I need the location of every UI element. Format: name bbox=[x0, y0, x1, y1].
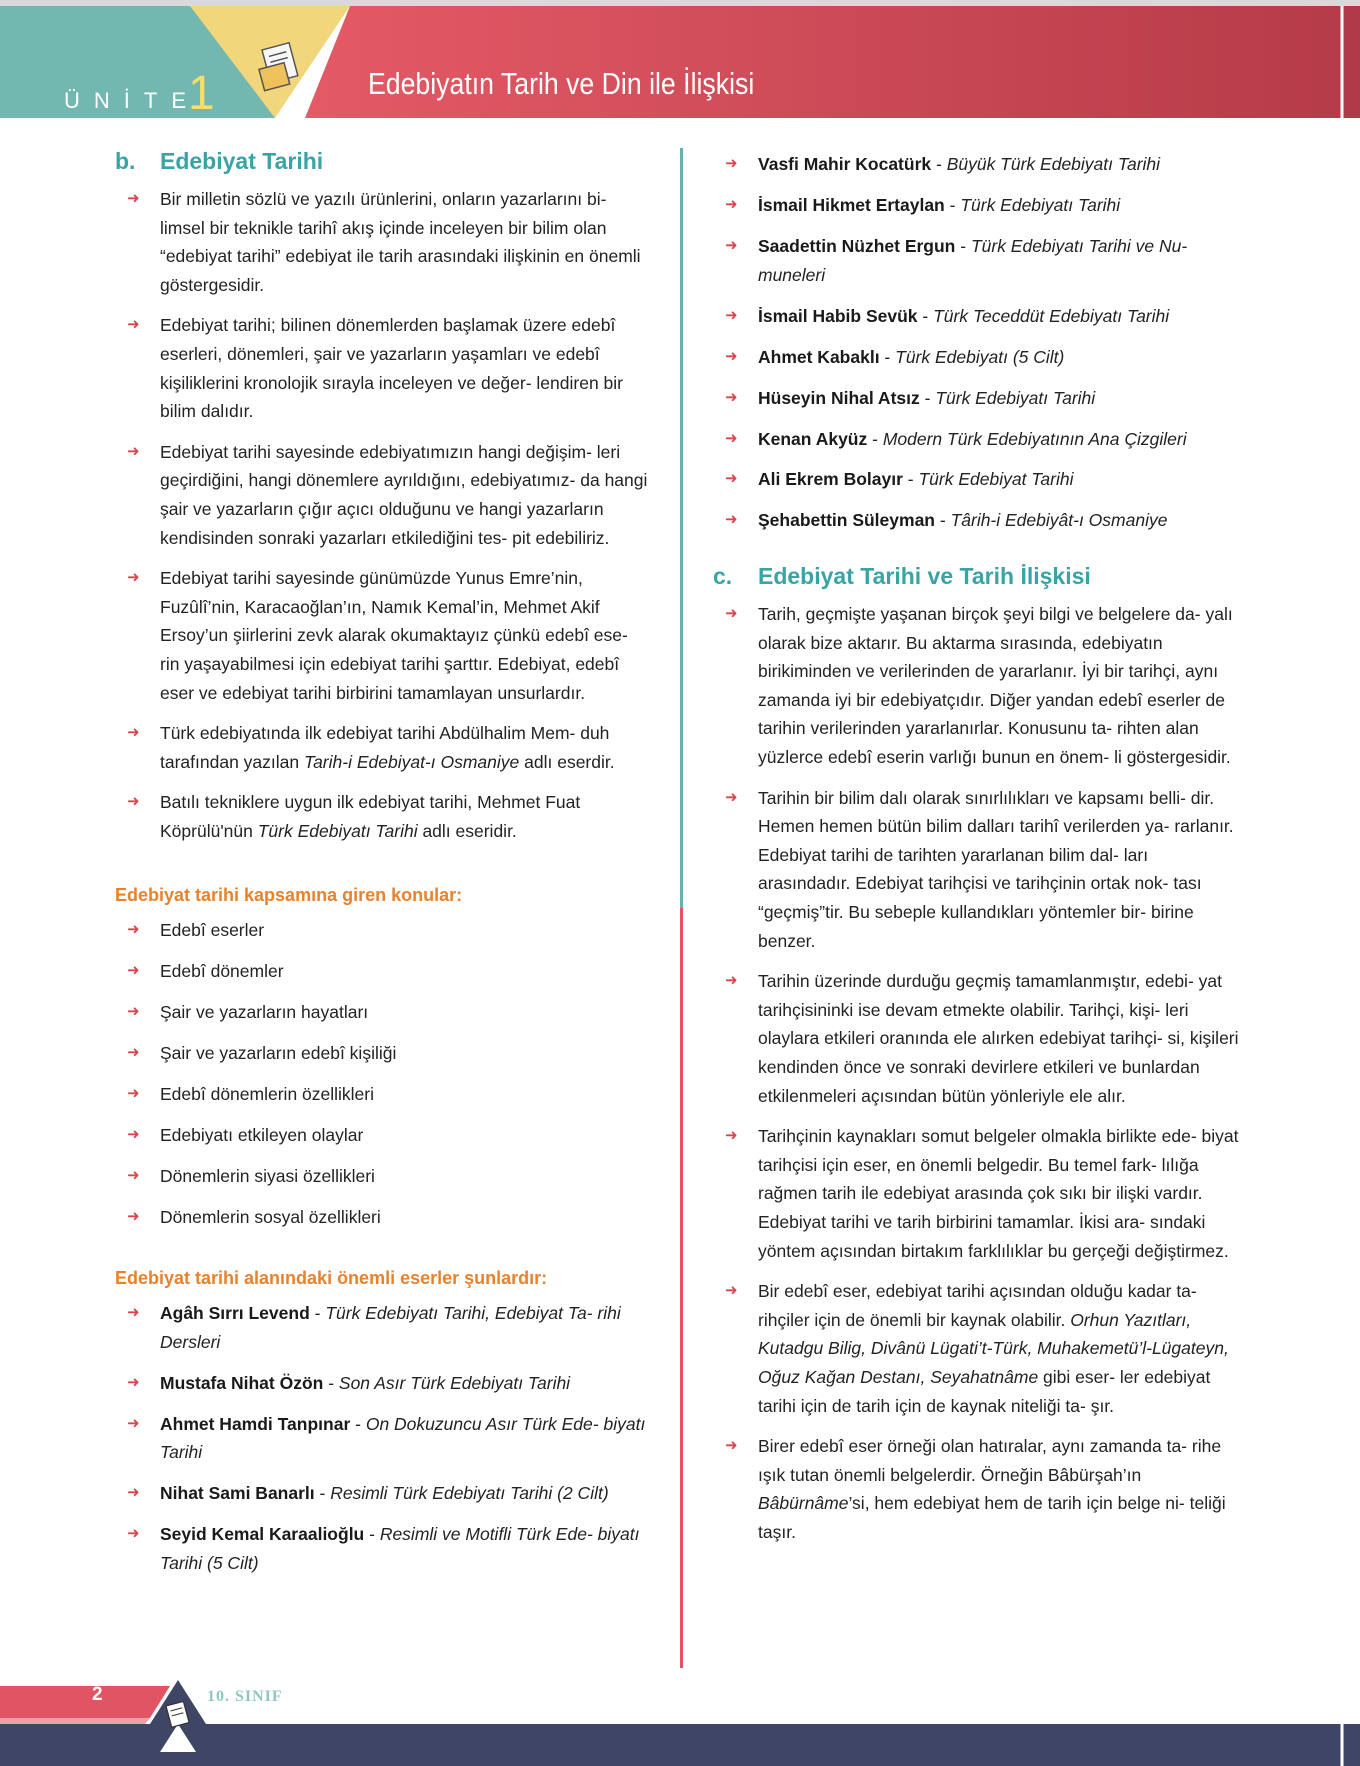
grade-label: 10. SINIF bbox=[207, 1688, 283, 1705]
list-item: ➜ Şair ve yazarların edebî kişiliği bbox=[115, 1039, 650, 1068]
list-item: ➜ Seyid Kemal Karaalioğlu - Resimli ve Motifli Türk Ede- biyatı Tarihi (5 Cilt) bbox=[115, 1520, 650, 1577]
column-divider-red bbox=[680, 908, 683, 1668]
topics-list bbox=[115, 916, 650, 1231]
list-item: ➜ Nihat Sami Banarlı - Resimli Türk Edebiyatı Tarihi (2 Cilt) bbox=[115, 1479, 650, 1508]
arrow-right-icon: ➜ bbox=[127, 1208, 140, 1226]
arrow-right-icon: ➜ bbox=[725, 1437, 738, 1455]
arrow-right-icon: ➜ bbox=[725, 788, 738, 806]
arrow-right-icon: ➜ bbox=[127, 442, 140, 460]
arrow-right-icon: ➜ bbox=[725, 605, 738, 623]
unit-label: ÜNİTE bbox=[64, 88, 200, 113]
list-item: ➜ Edebiyatı etkileyen olaylar bbox=[115, 1121, 650, 1150]
list-item: ➜ Bir milletin sözlü ve yazılı ürünlerini, onların yazarlarını bi- limsel bir teknikle tarihî akış içinde inceleyen bir bilim olan “edebiyat tarihi” edebiyat ile tarih arasındaki ilişkinin en önemli göstergesidir. bbox=[115, 185, 650, 299]
list-item: ➜ Şair ve yazarların hayatları bbox=[115, 998, 650, 1027]
footer-bar bbox=[0, 1666, 1360, 1766]
arrow-right-icon: ➜ bbox=[127, 1167, 140, 1185]
list-item: ➜ Tarihçinin kaynakları somut belgeler olmakla birlikte ede- biyat tarihçisi için eser, en önemli belgedir. Bu temel fark- lılığa rağmen tarih ile edebiyat arasında çok sıkı bir ilişki vardır. Edebiyat tarihi ve tarih birbirini tamamlar. İkisi ara- sındaki yöntem açısından birtakım farklılıklar bu gerçeği değiştirmez. bbox=[713, 1122, 1245, 1265]
list-item: ➜ Tarihin bir bilim dalı olarak sınırlılıkları ve kapsamı belli- dir. Hemen hemen bütün bilim dalları tarihî verilerden ya- rarlanır. Edebiyat tarihi de tarihten yararlanan bilim dal- ları arasındadır. Edebiyat tarihçisi ve tarihçinin ortak nok- tası “geçmiş”tir. Bu sebeple kullandıkları yöntemler bir- birine benzer. bbox=[713, 784, 1245, 956]
list-item: ➜ Türk edebiyatında ilk edebiyat tarihi Abdülhalim Mem- duh tarafından yazılan Tarih-i Edebiyat-ı Osmaniye adlı eserdir. bbox=[115, 719, 650, 776]
arrow-right-icon: ➜ bbox=[127, 316, 140, 334]
arrow-right-icon: ➜ bbox=[127, 190, 140, 207]
arrow-right-icon: ➜ bbox=[127, 921, 140, 939]
list-item: ➜ Edebî eserler bbox=[115, 916, 650, 945]
arrow-right-icon: ➜ bbox=[127, 1373, 140, 1391]
list-item: ➜ Saadettin Nüzhet Ergun - Türk Edebiyatı Tarihi ve Nu- muneleri bbox=[713, 232, 1245, 289]
list-item: ➜ Batılı tekniklere uygun ilk edebiyat tarihi, Mehmet Fuat Köprülü'nün Türk Edebiyatı Tarihi adlı eseridir. bbox=[115, 788, 650, 845]
unit-header bbox=[0, 0, 1360, 120]
unit-number: 1 bbox=[188, 67, 215, 120]
list-item: ➜ Agâh Sırrı Levend - Türk Edebiyatı Tarihi, Edebiyat Ta- rihi Dersleri bbox=[115, 1299, 650, 1356]
arrow-right-icon: ➜ bbox=[725, 347, 738, 365]
arrow-right-icon: ➜ bbox=[725, 1127, 738, 1145]
arrow-right-icon: ➜ bbox=[725, 155, 738, 172]
section-c-paragraphs bbox=[713, 600, 1245, 1546]
list-item: ➜ Dönemlerin siyasi özellikleri bbox=[115, 1162, 650, 1191]
arrow-right-icon: ➜ bbox=[127, 1085, 140, 1103]
page-title: Edebiyatın Tarih ve Din ile İlişkisi bbox=[368, 66, 755, 101]
arrow-right-icon: ➜ bbox=[127, 1126, 140, 1144]
arrow-right-icon: ➜ bbox=[127, 1414, 140, 1432]
works-heading: Edebiyat tarihi alanındaki önemli eserler şunlardır: bbox=[115, 1267, 548, 1288]
list-item: ➜ Vasfi Mahir Kocatürk - Büyük Türk Edebiyatı Tarihi bbox=[713, 150, 1245, 179]
section-b-heading: b. Edebiyat Tarihi bbox=[115, 148, 324, 174]
list-item: ➜ Edebiyat tarihi sayesinde günümüzde Yunus Emre’nin, Fuzûlî’nin, Karacaoğlan’ın, Namık Kemal’in, Mehmet Akif Ersoy’un şiirlerini zevk alarak okumaktayız çünkü edebî ese- rin yaşayabilmesi için edebiyat tarihi şarttır. Edebiyat, edebî eser ve edebiyat tarihi birbirini tamamlayan unsurlardır. bbox=[115, 564, 650, 707]
arrow-right-icon: ➜ bbox=[725, 388, 738, 406]
arrow-right-icon: ➜ bbox=[127, 1303, 140, 1321]
section-c-heading: c. Edebiyat Tarihi ve Tarih İlişkisi bbox=[713, 563, 1091, 590]
list-item: ➜ Edebiyat tarihi sayesinde edebiyatımızın hangi değişim- leri geçirdiğini, hangi dönemlere ayrıldığını, edebiyatımız- da hangi şair ve yazarların çığır açıcı olduğunu ve hangi yazarların kendisinden sonraki yazarları etkilediğini tes- pit edebiliriz. bbox=[115, 438, 650, 552]
arrow-right-icon: ➜ bbox=[725, 429, 738, 447]
list-item: ➜ Ali Ekrem Bolayır - Türk Edebiyat Tarihi bbox=[713, 465, 1245, 494]
arrow-right-icon: ➜ bbox=[127, 1525, 140, 1543]
works-list-right bbox=[713, 150, 1245, 535]
list-item: ➜ Birer edebî eser örneği olan hatıralar, aynı zamanda ta- rihe ışık tutan önemli belgelerdir. Örneğin Bâbürşah’ın Bâbürnâme’si, hem edebiyat hem de tarih için belge ni- teliği taşır. bbox=[713, 1432, 1245, 1546]
works-list-left bbox=[115, 1299, 650, 1577]
arrow-right-icon: ➜ bbox=[725, 470, 738, 488]
arrow-right-icon: ➜ bbox=[725, 972, 738, 990]
list-item: ➜ Edebiyat tarihi; bilinen dönemlerden başlamak üzere edebî eserleri, dönemleri, şair ve yazarların yaşamları ve edebî kişiliklerini kronolojik sırayla inceleyen ve değer- lendiren bir bilim dalıdır. bbox=[115, 311, 650, 425]
list-item: ➜ Şehabettin Süleyman - Târih-i Edebiyât-ı Osmaniye bbox=[713, 506, 1245, 535]
list-item: ➜ Edebî dönemlerin özellikleri bbox=[115, 1080, 650, 1109]
list-item: ➜ Edebî dönemler bbox=[115, 957, 650, 986]
list-item: ➜ Tarih, geçmişte yaşanan birçok şeyi bilgi ve belgelere da- yalı olarak bize aktarır. Bu aktarma sırasında, edebiyatın birikiminden ve verilerinden de yararlanır. İyi bir tarihçi, aynı zamanda iyi bir edebiyatçıdır. Diğer yandan edebî eserler de tarihin verilerinden yararlanırlar. Konusunu ta- rihten alan yüzlerce edebî eserin varlığı bunun en önem- li göstergesidir. bbox=[713, 600, 1245, 772]
arrow-right-icon: ➜ bbox=[725, 306, 738, 324]
arrow-right-icon: ➜ bbox=[725, 1282, 738, 1300]
arrow-right-icon: ➜ bbox=[127, 724, 140, 742]
arrow-right-icon: ➜ bbox=[127, 569, 140, 587]
page-number: 2 bbox=[92, 1684, 103, 1705]
list-item: ➜ İsmail Habib Sevük - Türk Teceddüt Edebiyatı Tarihi bbox=[713, 302, 1245, 331]
arrow-right-icon: ➜ bbox=[127, 1484, 140, 1502]
arrow-right-icon: ➜ bbox=[725, 195, 738, 213]
left-column bbox=[115, 148, 650, 1590]
arrow-right-icon: ➜ bbox=[725, 511, 738, 529]
topics-heading: Edebiyat tarihi kapsamına giren konular: bbox=[115, 885, 463, 906]
arrow-right-icon: ➜ bbox=[127, 793, 140, 811]
arrow-right-icon: ➜ bbox=[127, 962, 140, 980]
list-item: ➜ Kenan Akyüz - Modern Türk Edebiyatının Ana Çizgileri bbox=[713, 425, 1245, 454]
list-item: ➜ Mustafa Nihat Özön - Son Asır Türk Edebiyatı Tarihi bbox=[115, 1369, 650, 1398]
list-item: ➜ Hüseyin Nihal Atsız - Türk Edebiyatı Tarihi bbox=[713, 384, 1245, 413]
list-item: ➜ Bir edebî eser, edebiyat tarihi açısından olduğu kadar ta- rihçiler için de önemli bir kaynak olabilir. Orhun Yazıtları, Kutadgu Bilig, Divânü Lügati’t-Türk, Muhakemetü’l-Lügateyn, Oğuz Kağan Destanı, Seyahatnâme gibi eser- ler edebiyat tarihi için de tarih için de kaynak niteliği ta- şır. bbox=[713, 1277, 1245, 1420]
column-divider-teal bbox=[680, 148, 683, 908]
arrow-right-icon: ➜ bbox=[725, 236, 738, 254]
list-item: ➜ Ahmet Kabaklı - Türk Edebiyatı (5 Cilt) bbox=[713, 343, 1245, 372]
arrow-right-icon: ➜ bbox=[127, 1003, 140, 1021]
list-item: ➜ İsmail Hikmet Ertaylan - Türk Edebiyatı Tarihi bbox=[713, 191, 1245, 220]
list-item: ➜ Tarihin üzerinde durduğu geçmiş tamamlanmıştır, edebi- yat tarihçisininki ise devam etmekte olabilir. Tarihçi, kişi- leri olaylara etkileri oranında ele alırken edebiyat tarihçi- si, kişileri kendinden önce ve sonraki devirlere etkileri ve bunlardan etkilenmeleri açısından bütün yönleriyle ele alır. bbox=[713, 967, 1245, 1110]
list-item: ➜ Dönemlerin sosyal özellikleri bbox=[115, 1203, 650, 1232]
arrow-right-icon: ➜ bbox=[127, 1044, 140, 1062]
section-b-paragraphs bbox=[115, 185, 650, 845]
right-column bbox=[713, 148, 1245, 1558]
list-item: ➜ Ahmet Hamdi Tanpınar - On Dokuzuncu Asır Türk Ede- biyatı Tarihi bbox=[115, 1410, 650, 1467]
